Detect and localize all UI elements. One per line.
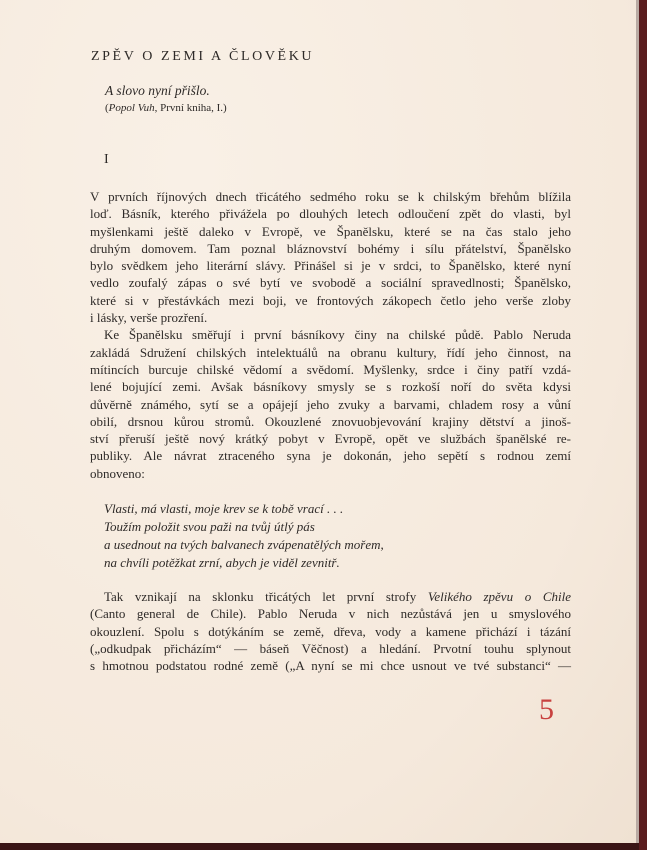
chapter-heading: ZPĚV O ZEMI A ČLOVĚKU bbox=[91, 49, 315, 64]
epigraph-source bbox=[105, 102, 227, 115]
verse-line: Toužím položit svou paži na tvůj útlý pás bbox=[104, 519, 315, 534]
text-line: i lásky, verše prozření. bbox=[90, 310, 208, 326]
text-line: zakládá Sdružení chilských intelektuálů na obranu kultury, řídí jeho činnost, na bbox=[90, 344, 571, 360]
epigraph: A slovo nyní přišlo. bbox=[105, 83, 210, 98]
text-line: důvěrně známého, sytí se a opájejí jeho zvuky a barvami, chladem rosy a vůní bbox=[90, 396, 571, 412]
text-line: obilí, drsnou kůrou stromů. Okouzlené znovuobjevování krajiny dětství a jinoš- bbox=[90, 413, 571, 429]
verse-line: a usednout na tvých balvanech zvápenatělých mořem, bbox=[104, 537, 384, 552]
text-line: obnoveno: bbox=[90, 465, 145, 481]
text-line: okouzlení. Spolu s dotýkáním se země, dřeva, vody a kamene přichází i tázání bbox=[90, 623, 571, 639]
text-line: mítincích burcuje chilské vědomí a svědomí. Myšlenky, srdce i činy patří vzdá- bbox=[90, 361, 571, 377]
page-number: 5 bbox=[539, 693, 554, 726]
text-run: Tak vznikají na sklonku třicátých let první strofy bbox=[104, 589, 428, 604]
text-line: ství přeruší ještě nový krátký pobyt v Evropě, opět ve službách španělské re- bbox=[90, 431, 571, 447]
text-line: (Canto general de Chile). Pablo Neruda v nich nezůstává jen u smyslového bbox=[90, 606, 571, 622]
book-cover-edge bbox=[639, 0, 647, 850]
verse-line: Vlasti, má vlasti, moje krev se k tobě vrací . . . bbox=[104, 501, 344, 516]
text-line bbox=[90, 588, 571, 605]
verse-quote bbox=[104, 500, 384, 572]
source-open: ( bbox=[105, 102, 109, 114]
source-rest: , První kniha, I.) bbox=[154, 102, 227, 114]
paragraph-3 bbox=[90, 588, 571, 674]
book-title: Velikého zpěvu o Chile bbox=[427, 589, 571, 604]
text-line: bylo svědkem jeho literární slávy. Přinášel si je v srdci, to Španělsko, které nyní bbox=[90, 258, 571, 274]
section-number: I bbox=[104, 152, 109, 167]
text-line: vedlo zoufalý zápas o své bytí ve svobodě a sociální spravedlnosti; Španělsko, bbox=[90, 275, 571, 291]
text-line: loď. Básník, kterého přivážela po dlouhých letech odloučení zpět do vlasti, byl bbox=[90, 206, 571, 222]
text-line: lené bojující zemi. Avšak básníkovy smysly se s rozkoší noří do světa kdysi bbox=[90, 379, 571, 395]
text-line: myšlenkami ještě daleko v Evropě, ve Španělsku, které se na čas stalo jeho bbox=[90, 223, 571, 239]
text-line: V prvních říjnových dnech třicátého sedmého roku se k chilským břehům blížila bbox=[90, 189, 571, 204]
paragraph-1 bbox=[90, 188, 571, 482]
text-line: s hmotnou podstatou rodné země („A nyní se mi chce usnout ve tvé substanci“ — bbox=[90, 658, 571, 674]
verse-line: na chvíli potěžkat zrní, abych je viděl zevnitř. bbox=[104, 555, 340, 570]
text-line: které si v přestávkách mezi boji, ve frontových zákopech četlo jeho verše zloby bbox=[90, 292, 571, 308]
source-work: Popol Vuh bbox=[108, 102, 155, 114]
text-line: publiky. Ale návrat ztraceného syna je dokonán, jeho sepětí s rodnou zemí bbox=[90, 448, 571, 464]
text-line: druhým domovem. Tam poznal bláznovství bohémy i sílu přátelství, Španělsko bbox=[90, 240, 571, 256]
text-line: Ke Španělsku směřují i první básníkovy činy na chilské půdě. Pablo Neruda bbox=[104, 327, 571, 343]
text-line: („odkudpak přicházím“ — báseň Věčnost) a hledání. Prvotní touhu splynout bbox=[90, 640, 571, 656]
